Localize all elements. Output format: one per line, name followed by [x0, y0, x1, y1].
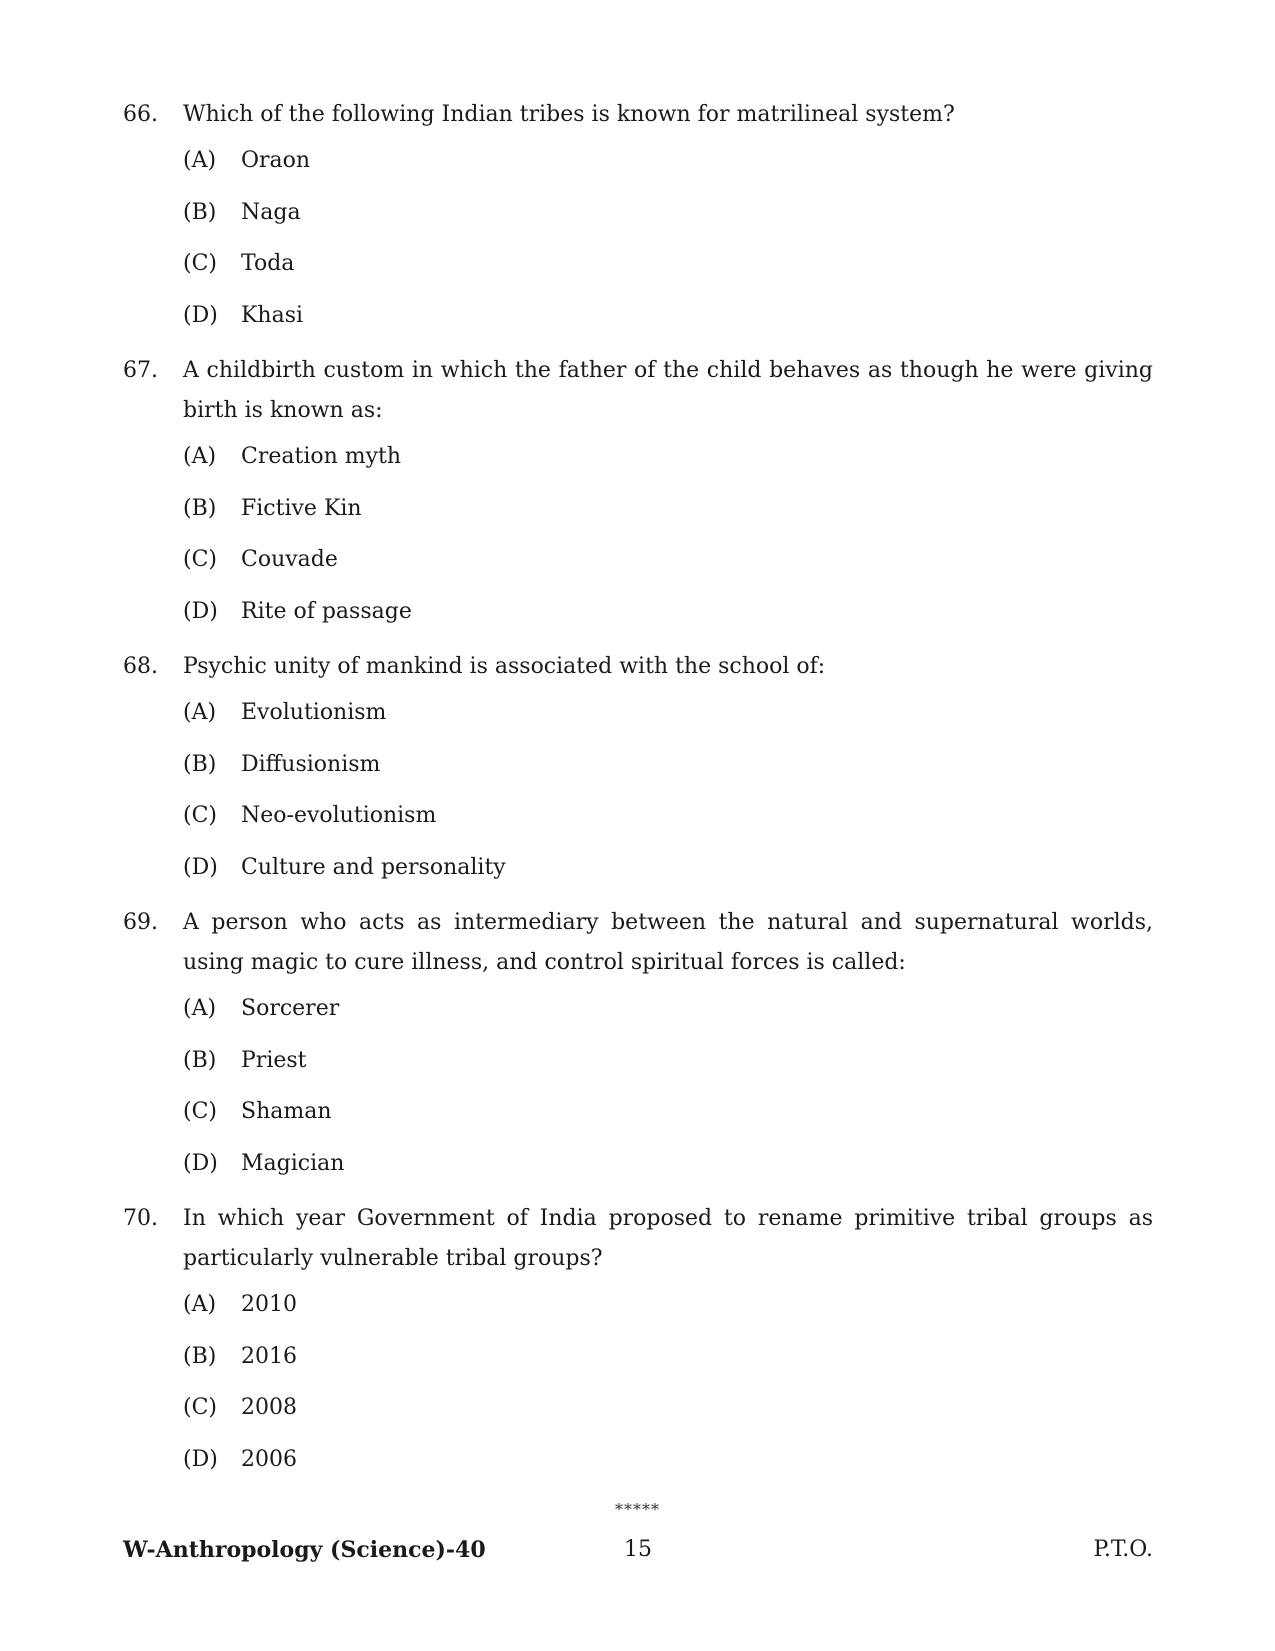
option-item: [183, 495, 1153, 547]
option-text: 2016: [241, 1343, 297, 1369]
option-text: Evolutionism: [241, 700, 387, 725]
option-list: [183, 1291, 1153, 1497]
option-letter: (D): [183, 302, 218, 328]
question-number: 68.: [123, 654, 158, 679]
question-text: A person who acts as intermediary between the natural and supernatural worlds, using magic to cure illness, and control spiritual forces is called:: [183, 910, 1153, 975]
option-letter: (B): [183, 199, 217, 225]
question-list: [123, 95, 1153, 1497]
end-marker: *****: [615, 1500, 660, 1519]
option-text: Culture and personality: [241, 854, 506, 880]
question-text: A childbirth custom in which the father of the child behaves as though he were giving birth is known as:: [183, 358, 1153, 423]
question-text: Psychic unity of mankind is associated with the school of:: [183, 654, 826, 679]
option-item: [183, 995, 1153, 1047]
option-item: [183, 147, 1153, 199]
option-item: [183, 250, 1153, 302]
option-text: Neo-evolutionism: [241, 803, 437, 828]
option-item: [183, 1446, 1153, 1498]
option-list: [183, 147, 1153, 353]
option-text: Fictive Kin: [241, 495, 362, 521]
question-stem: [123, 1199, 1153, 1279]
option-item: [183, 1150, 1153, 1202]
option-item: [183, 199, 1153, 251]
question-stem: [123, 903, 1153, 983]
option-item: [183, 302, 1153, 354]
option-text: Oraon: [241, 148, 311, 173]
option-text: Toda: [241, 251, 295, 276]
option-text: Creation myth: [241, 444, 402, 469]
question-2: [123, 647, 1153, 905]
option-text: Sorcerer: [241, 996, 340, 1021]
page-footer: [123, 1537, 1153, 1569]
option-letter: (A): [183, 700, 217, 725]
option-text: 2008: [241, 1395, 297, 1420]
option-text: 2006: [241, 1446, 297, 1472]
question-number: 66.: [123, 102, 158, 127]
option-text: Shaman: [241, 1099, 332, 1124]
option-text: Magician: [241, 1150, 345, 1176]
option-letter: (B): [183, 1343, 217, 1369]
option-item: [183, 802, 1153, 854]
option-list: [183, 699, 1153, 905]
option-text: Couvade: [241, 547, 338, 572]
option-item: [183, 546, 1153, 598]
option-item: [183, 1291, 1153, 1343]
option-item: [183, 1394, 1153, 1446]
option-list: [183, 995, 1153, 1201]
option-letter: (C): [183, 1395, 217, 1420]
option-letter: (B): [183, 751, 217, 777]
option-item: [183, 443, 1153, 495]
option-text: Diffusionism: [241, 751, 381, 777]
question-3: [123, 903, 1153, 1201]
question-number: 67.: [123, 358, 158, 383]
option-text: Naga: [241, 199, 301, 225]
option-letter: (C): [183, 1099, 217, 1124]
option-item: [183, 1343, 1153, 1395]
question-stem: [123, 351, 1153, 431]
option-text: Khasi: [241, 302, 304, 328]
option-letter: (D): [183, 854, 218, 880]
option-item: [183, 1047, 1153, 1099]
option-letter: (A): [183, 148, 217, 173]
option-letter: (D): [183, 598, 218, 624]
option-letter: (D): [183, 1150, 218, 1176]
question-number: 69.: [123, 910, 158, 935]
paper-code: W-Anthropology (Science)-40: [123, 1537, 486, 1563]
option-letter: (A): [183, 996, 217, 1021]
option-item: [183, 751, 1153, 803]
question-stem: [123, 647, 1153, 687]
question-number: 70.: [123, 1206, 158, 1231]
question-4: [123, 1199, 1153, 1497]
option-item: [183, 699, 1153, 751]
question-1: [123, 351, 1153, 649]
option-text: Rite of passage: [241, 598, 412, 624]
option-item: [183, 854, 1153, 906]
option-item: [183, 1098, 1153, 1150]
option-letter: (C): [183, 803, 217, 828]
option-letter: (B): [183, 1047, 217, 1073]
option-item: [183, 598, 1153, 650]
option-letter: (D): [183, 1446, 218, 1472]
option-letter: (A): [183, 444, 217, 469]
option-letter: (C): [183, 251, 217, 276]
question-stem: [123, 95, 1153, 135]
page-number: 15: [624, 1537, 652, 1562]
option-text: 2010: [241, 1292, 297, 1317]
question-text: In which year Government of India proposed to rename primitive tribal groups as particularly vulnerable tribal groups?: [183, 1206, 1153, 1271]
option-text: Priest: [241, 1047, 307, 1073]
option-list: [183, 443, 1153, 649]
question-text: Which of the following Indian tribes is known for matrilineal system?: [183, 102, 955, 127]
option-letter: (B): [183, 495, 217, 521]
option-letter: (C): [183, 547, 217, 572]
question-0: [123, 95, 1153, 353]
option-letter: (A): [183, 1292, 217, 1317]
pto-label: P.T.O.: [1093, 1537, 1153, 1562]
